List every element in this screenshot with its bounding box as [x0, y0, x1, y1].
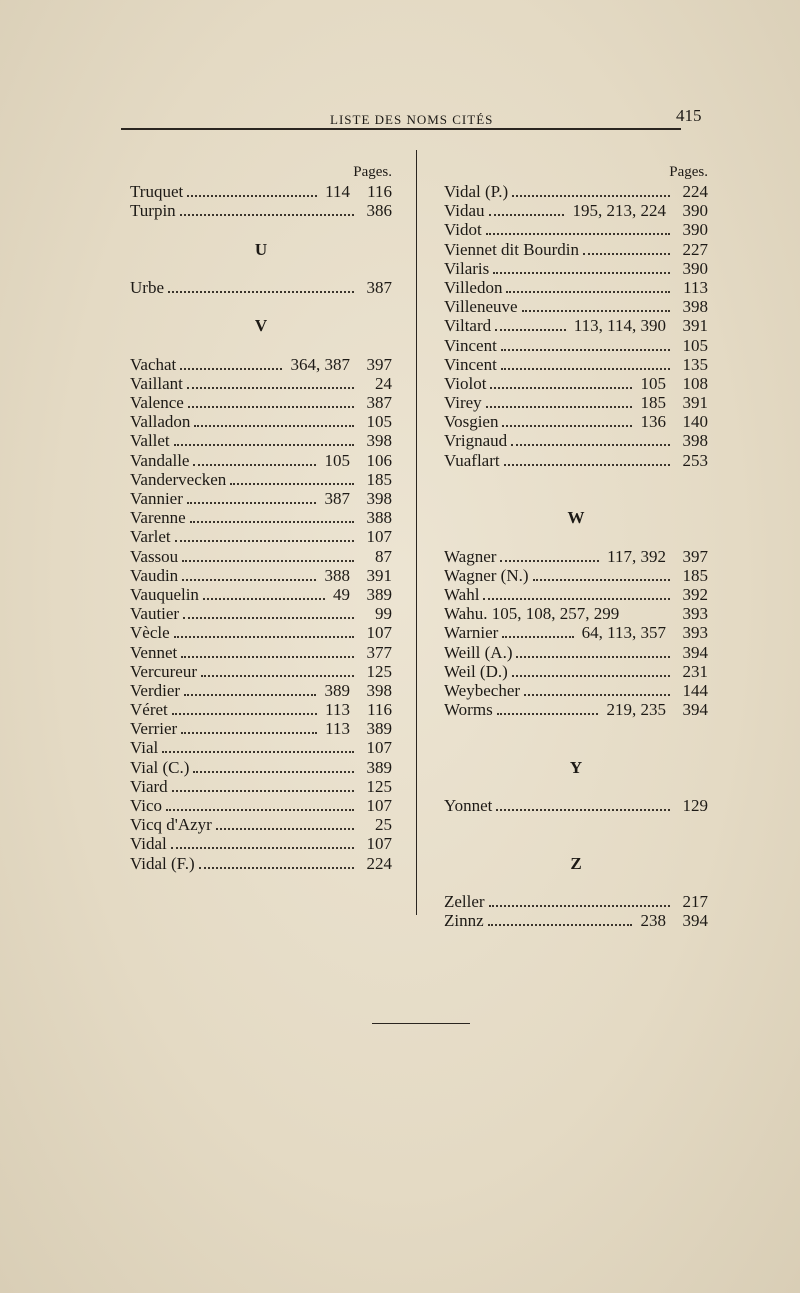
spacer	[444, 719, 708, 738]
entry-name: Vidal (F.)	[130, 853, 195, 873]
dot-leader	[496, 809, 670, 811]
index-entry	[130, 393, 392, 412]
entry-page: 106	[366, 450, 392, 470]
entry-page: 217	[682, 891, 708, 911]
entry-page: 224	[682, 182, 708, 201]
dot-leader	[486, 233, 670, 235]
index-entry	[130, 489, 392, 508]
entry-name: Wagner	[444, 546, 497, 566]
entry-name: Weybecher	[444, 680, 521, 700]
spacer	[130, 259, 392, 278]
entry-name: Viennet dit Bourdin	[444, 239, 579, 259]
index-entry	[130, 508, 392, 527]
index-entry	[444, 182, 708, 201]
entry-page: 392	[682, 584, 708, 604]
entry-page: 386	[366, 201, 392, 221]
entry-page: 107	[366, 738, 392, 758]
dot-leader	[201, 675, 354, 677]
spacer	[130, 297, 392, 316]
spacer	[444, 777, 708, 796]
entry-name: Violot	[444, 373, 487, 393]
entry-page: 391	[366, 565, 392, 585]
entry-name: Viard	[130, 776, 168, 796]
index-entry	[130, 470, 392, 489]
index-entry	[444, 662, 708, 681]
entry-pages-primary: 364, 387	[290, 354, 350, 374]
entry-page: 389	[366, 584, 392, 604]
index-entry	[444, 700, 708, 719]
dot-leader	[193, 771, 354, 773]
index-entry	[130, 566, 392, 585]
entry-pages-primary: 113	[325, 719, 350, 739]
entry-page: 140	[682, 412, 708, 432]
section-letter: V	[254, 316, 268, 336]
index-entry	[444, 393, 708, 412]
entry-name: Vaillant	[130, 373, 183, 393]
dot-leader	[175, 540, 354, 542]
column-divider	[416, 150, 417, 915]
entry-page: 253	[682, 450, 708, 470]
entry-name: Vial (C.)	[130, 757, 190, 777]
index-entry	[130, 758, 392, 777]
section-letter: Y	[569, 757, 583, 777]
section-letter: W	[567, 508, 585, 528]
dot-leader	[512, 675, 670, 677]
entry-name: Vècle	[130, 623, 170, 643]
dot-leader	[502, 425, 632, 427]
entry-page: 105	[366, 412, 392, 432]
index-entry	[444, 431, 708, 450]
dot-leader	[516, 656, 670, 658]
entry-name: Vachat	[130, 354, 177, 374]
index-entry	[444, 259, 708, 278]
entry-page: 393	[682, 604, 708, 624]
dot-leader	[504, 464, 670, 466]
entry-page: 108	[682, 373, 708, 393]
index-entry	[444, 355, 708, 374]
dot-leader	[184, 694, 316, 696]
dot-leader	[172, 790, 354, 792]
entry-name: Vuaflart	[444, 450, 500, 470]
entry-name: Vandalle	[130, 450, 190, 470]
dot-leader	[203, 598, 325, 600]
index-entry	[130, 719, 392, 738]
spacer	[444, 834, 708, 853]
entry-pages-primary: 387	[324, 489, 350, 508]
dot-leader	[180, 214, 354, 216]
dot-leader	[511, 444, 670, 446]
dot-leader	[489, 214, 565, 216]
dot-leader	[502, 636, 573, 638]
index-entry	[444, 451, 708, 470]
index-entry	[444, 547, 708, 566]
entry-name: Varenne	[130, 508, 186, 528]
index-entry	[444, 297, 708, 316]
entry-page: 389	[366, 757, 392, 777]
entry-pages-primary: 389	[324, 680, 350, 700]
entry-page: 107	[366, 623, 392, 643]
index-entry	[130, 585, 392, 604]
entry-name: Urbe	[130, 277, 164, 297]
dot-leader	[497, 713, 599, 715]
dot-leader	[166, 809, 354, 811]
dot-leader	[522, 310, 670, 312]
entry-page: 397	[682, 546, 708, 566]
entry-page: 105	[682, 335, 708, 355]
dot-leader	[181, 656, 354, 658]
entry-page: 393	[682, 623, 708, 643]
entry-pages-primary: 113	[325, 700, 350, 720]
dot-leader	[501, 368, 670, 370]
entry-name: Zeller	[444, 891, 485, 911]
dot-leader	[489, 905, 670, 907]
entry-pages-primary: 113, 114, 390	[573, 316, 666, 336]
entry-page: 398	[366, 489, 392, 508]
entry-pages-primary: 114	[325, 182, 350, 201]
entry-page: 125	[366, 661, 392, 681]
entry-name: Vassou	[130, 546, 179, 566]
spacer	[444, 815, 708, 834]
entry-page: 389	[366, 719, 392, 739]
spacer	[444, 738, 708, 757]
dot-leader	[187, 195, 317, 197]
index-entry	[130, 374, 392, 393]
entry-page: 391	[682, 316, 708, 336]
index-entry	[130, 681, 392, 700]
entry-name: Vandervecken	[130, 469, 227, 489]
entry-name: Vidot	[444, 220, 482, 240]
index-entry	[444, 892, 708, 911]
entry-page: 398	[366, 431, 392, 451]
index-entry	[130, 412, 392, 431]
dot-leader	[190, 521, 354, 523]
section-letter: Z	[570, 853, 582, 873]
index-entry	[130, 643, 392, 662]
dot-leader	[216, 828, 354, 830]
entry-page: 129	[682, 796, 708, 815]
entry-page: 25	[375, 815, 392, 835]
index-entry	[130, 355, 392, 374]
entry-name: Vidau	[444, 201, 485, 221]
entry-name: Vincent	[444, 354, 497, 374]
entry-name: Vicq d'Azyr	[130, 815, 212, 835]
dot-leader	[483, 598, 670, 600]
index-entry	[444, 623, 708, 642]
entry-page: 387	[366, 393, 392, 413]
entry-page: 388	[366, 508, 392, 528]
entry-name: Vincent	[444, 335, 497, 355]
dot-leader	[533, 579, 670, 581]
entry-name: Vico	[130, 796, 163, 815]
dot-leader	[490, 387, 632, 389]
entry-page: 398	[682, 297, 708, 317]
dot-leader	[187, 387, 354, 389]
entry-name: Vrignaud	[444, 431, 508, 451]
entry-page: 113	[683, 277, 708, 297]
dot-leader	[512, 195, 670, 197]
entry-pages-primary: 64, 113, 357	[581, 623, 666, 643]
index-entry	[444, 220, 708, 239]
index-entry	[130, 796, 392, 815]
entry-name: Vercureur	[130, 661, 198, 681]
dot-leader	[524, 694, 670, 696]
entry-page: 390	[682, 220, 708, 240]
entry-page: 390	[682, 258, 708, 278]
entry-name: Viltard	[444, 316, 492, 336]
index-entry	[444, 681, 708, 700]
entry-name: Zinnz	[444, 911, 484, 931]
index-entry	[444, 336, 708, 355]
entry-page: 24	[375, 373, 392, 393]
dot-leader	[188, 406, 354, 408]
entry-pages-primary: 219, 235	[606, 700, 666, 720]
dot-leader	[230, 483, 354, 485]
dot-leader	[199, 867, 354, 869]
entry-name: Vosgien	[444, 412, 499, 432]
entry-name: Turpin	[130, 201, 176, 221]
entry-name: Vial	[130, 738, 159, 758]
entry-page: 107	[366, 834, 392, 854]
entry-name: Villeneuve	[444, 297, 518, 317]
entry-pages-primary: 105	[324, 450, 350, 470]
entry-page: 99	[375, 604, 392, 624]
entry-name: Worms	[444, 700, 493, 720]
dot-leader	[174, 444, 354, 446]
pages-label: Pages.	[353, 164, 392, 180]
dot-leader	[180, 368, 282, 370]
index-entry	[130, 854, 392, 873]
index-entry	[130, 182, 392, 201]
entry-page: 394	[682, 642, 708, 662]
entry-page: 144	[682, 680, 708, 700]
dot-leader	[182, 579, 316, 581]
entry-name: Yonnet	[444, 796, 493, 815]
right-column	[444, 162, 708, 930]
index-entry	[130, 834, 392, 853]
dot-leader	[493, 272, 670, 274]
dot-leader	[172, 713, 317, 715]
running-title: LISTE DES NOMS CITÉS	[330, 112, 494, 127]
header-rule	[121, 128, 681, 130]
entry-page: 185	[366, 469, 392, 489]
entry-page: 394	[682, 700, 708, 720]
dot-leader	[486, 406, 633, 408]
index-entry	[444, 374, 708, 393]
entry-page: 185	[682, 565, 708, 585]
entry-page: 377	[366, 642, 392, 662]
entry-pages-primary: 49	[333, 584, 350, 604]
entry-name: Wagner (N.)	[444, 565, 529, 585]
index-entry	[444, 604, 708, 623]
dot-leader	[187, 502, 317, 504]
index-entry	[444, 278, 708, 297]
dot-leader	[182, 560, 354, 562]
entry-name: Virey	[444, 393, 482, 413]
entry-pages-primary: 117, 392	[607, 546, 666, 566]
dot-leader	[488, 924, 633, 926]
entry-page: 398	[682, 431, 708, 451]
index-entry	[444, 643, 708, 662]
dot-leader	[193, 464, 316, 466]
entry-page: 398	[366, 680, 392, 700]
entry-pages-primary: 388	[324, 565, 350, 585]
entry-name: Warnier	[444, 623, 499, 643]
page-number: 415	[676, 106, 702, 125]
entry-page: 231	[682, 661, 708, 681]
entry-page: 87	[375, 546, 392, 566]
entry-name: Varlet	[130, 527, 171, 547]
spacer	[130, 336, 392, 355]
entry-pages-primary: 195, 213, 224	[572, 201, 666, 221]
entry-name: Vaudin	[130, 565, 179, 585]
spacer	[444, 489, 708, 508]
index-entry	[444, 201, 708, 220]
index-entry	[130, 815, 392, 834]
index-entry	[130, 777, 392, 796]
entry-page: 224	[366, 853, 392, 873]
entry-name: Wahl	[444, 584, 480, 604]
entry-name: Vallet	[130, 431, 170, 451]
index-entry	[130, 431, 392, 450]
entry-pages-primary: 105	[640, 373, 666, 393]
index-entry	[130, 700, 392, 719]
entry-page: 107	[366, 796, 392, 815]
entry-pages-primary: 185	[640, 393, 666, 413]
index-entry	[444, 911, 708, 930]
entry-page: 390	[682, 201, 708, 221]
index-entry	[444, 316, 708, 335]
entry-name: Verrier	[130, 719, 178, 739]
entry-pages-primary: 238	[640, 911, 666, 931]
entry-name: Vidal	[130, 834, 167, 854]
entry-name: Weill (A.)	[444, 642, 513, 662]
dot-leader	[168, 291, 354, 293]
dot-leader	[162, 751, 354, 753]
entry-name: Vennet	[130, 642, 178, 662]
pages-label: Pages.	[669, 164, 708, 180]
entry-page: 387	[366, 277, 392, 297]
index-entry	[130, 623, 392, 642]
entry-name: Wahu. 105, 108, 257, 299	[444, 604, 620, 624]
index-entry	[130, 738, 392, 757]
dot-leader	[183, 617, 354, 619]
left-column	[130, 162, 392, 873]
entry-name: Vannier	[130, 489, 183, 508]
dot-leader	[500, 560, 599, 562]
entry-name: Valladon	[130, 412, 191, 432]
dot-leader	[501, 349, 670, 351]
index-entry	[130, 278, 392, 297]
entry-page: 394	[682, 911, 708, 931]
spacer	[130, 220, 392, 239]
spacer	[444, 873, 708, 892]
dot-leader	[181, 732, 317, 734]
entry-name: Vilaris	[444, 258, 490, 278]
dot-leader	[495, 329, 566, 331]
index-entry	[130, 662, 392, 681]
index-entry	[444, 412, 708, 431]
index-entry	[130, 451, 392, 470]
dot-leader	[174, 636, 354, 638]
entry-name: Verdier	[130, 680, 181, 700]
entry-pages-primary: 136	[640, 412, 666, 432]
spacer	[444, 527, 708, 546]
entry-page: 135	[682, 354, 708, 374]
index-entry	[130, 527, 392, 546]
dot-leader	[583, 253, 670, 255]
entry-name: Valence	[130, 393, 184, 413]
entry-page: 227	[682, 239, 708, 259]
entry-page: 397	[366, 354, 392, 374]
page-header	[0, 104, 800, 128]
entry-page: 116	[367, 182, 392, 201]
index-entry	[444, 585, 708, 604]
entry-page: 391	[682, 393, 708, 413]
spacer	[444, 470, 708, 489]
entry-page: 116	[367, 700, 392, 720]
index-entry	[130, 604, 392, 623]
index-entry	[444, 796, 708, 815]
section-letter: U	[254, 239, 268, 259]
index-entry	[130, 201, 392, 220]
entry-name: Weil (D.)	[444, 661, 508, 681]
dot-leader	[506, 291, 670, 293]
dot-leader	[194, 425, 354, 427]
entry-name: Vautier	[130, 604, 180, 624]
entry-name: Véret	[130, 700, 168, 720]
entry-name: Vauquelin	[130, 584, 199, 604]
end-rule	[372, 1023, 470, 1024]
index-entry	[444, 566, 708, 585]
index-entry	[130, 547, 392, 566]
entry-name: Villedon	[444, 277, 503, 297]
entry-name: Truquet	[130, 182, 184, 201]
entry-page: 107	[366, 527, 392, 547]
entry-name: Vidal (P.)	[444, 182, 509, 201]
dot-leader	[171, 847, 354, 849]
entry-page: 125	[366, 776, 392, 796]
index-entry	[444, 240, 708, 259]
